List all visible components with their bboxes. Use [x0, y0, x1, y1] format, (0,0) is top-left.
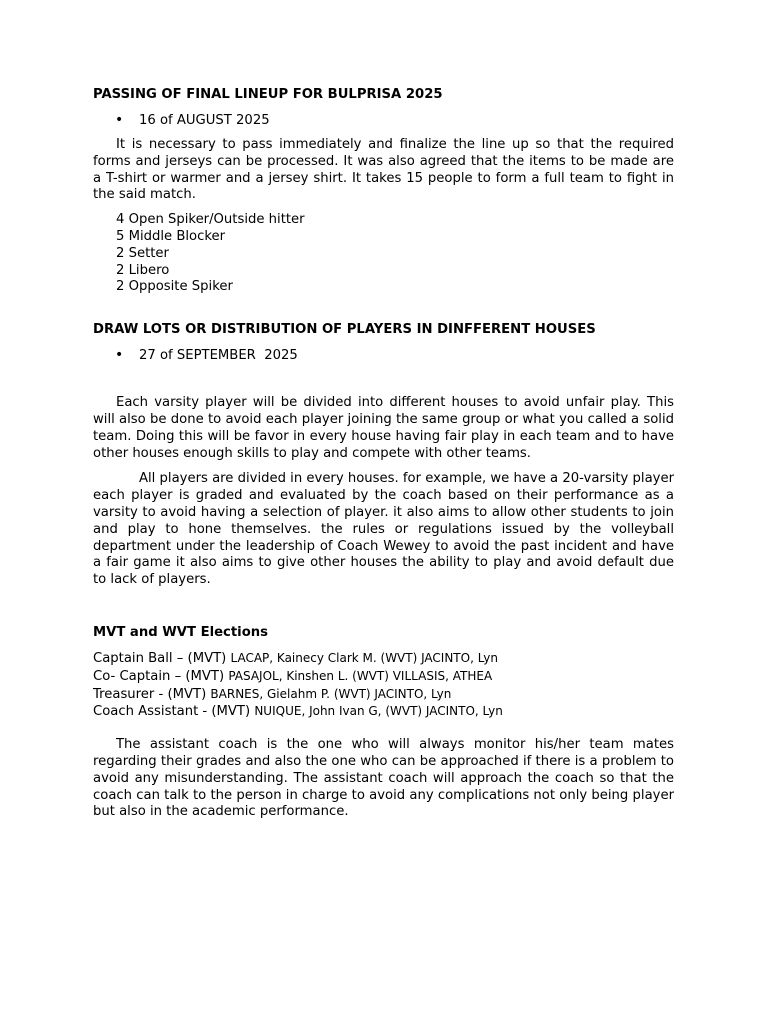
officer-row — [93, 703, 674, 721]
section-heading-final-lineup: PASSING OF FINAL LINEUP FOR BULPRISA 2025 — [93, 87, 443, 102]
list-item: 2 Opposite Spiker — [116, 279, 233, 295]
list-item: 4 Open Spiker/Outside hitter — [116, 212, 305, 228]
list-item: 2 Libero — [116, 262, 170, 278]
officer-names: NUIQUE, John Ivan G, (WVT) JACINTO, Lyn — [254, 704, 503, 719]
list-item: 5 Middle Blocker — [116, 228, 226, 244]
date-text: 27 of SEPTEMBER 2025 — [139, 348, 298, 364]
officer-row — [93, 668, 674, 686]
officer-row — [93, 650, 674, 668]
draw-lots-paragraph: Each varsity player will be divided into different houses to avoid unfair play. This will also be done to avoid each player joining the same group or what you called a solid team. Doing this will be favor in every house having fair play in each team and to have other houses enough skills to play and compete with other teams. — [93, 395, 674, 461]
list-item: 2 Setter — [116, 245, 169, 261]
officer-role: Captain Ball – (MVT) — [93, 650, 231, 666]
date-bullet — [93, 347, 674, 364]
section-heading-draw-lots: DRAW LOTS OR DISTRIBUTION OF PLAYERS IN DINFFERENT HOUSES — [93, 322, 596, 338]
officer-names: PASAJOL, Kinshen L. (WVT) VILLASIS, ATHEA — [228, 668, 493, 683]
positions-list — [93, 212, 674, 296]
distribution-paragraph: All players are divided in every houses. for example, we have a 20-varsity player each player is graded and evaluated by the coach based on their performance as a varsity to avoid having a selection of player. it also aims to allow other students to join and play to hone themselves. the rules or regulations issued by the volleyball department under the leadership of Coach Wewey to avoid the past incident and have a fair game it also aims to give other houses the ability to play and avoid default due to lack of players. — [93, 471, 674, 588]
section-heading-elections: MVT and WVT Elections — [93, 624, 268, 640]
bullet-icon: • — [115, 347, 124, 364]
lineup-paragraph: It is necessary to pass immediately and finalize the line up so that the required forms and jerseys can be processed. It was also agreed that the items to be made are a T-shirt or warmer and a jersey shirt. It takes 15 people to form a full team to fight in the said match. — [93, 137, 674, 203]
assistant-coach-paragraph: The assistant coach is the one who will always monitor his/her team mates regarding their grades and also the one who can be approached if there is a problem to avoid any misunderstanding. The assistant coach will approach the coach so that the coach can talk to the person in charge to avoid any complications not only being player but also in the academic performance. — [93, 737, 674, 820]
officer-role: Co- Captain – (MVT) — [93, 668, 229, 684]
bullet-icon: • — [115, 112, 124, 128]
date-text: 16 of AUGUST 2025 — [139, 113, 270, 128]
document-page — [93, 86, 674, 821]
officer-names: BARNES, Gielahm P. (WVT) JACINTO, Lyn — [210, 686, 452, 701]
officers-list — [93, 650, 674, 721]
officer-names: LACAP, Kainecy Clark M. (WVT) JACINTO, Lyn — [230, 650, 499, 665]
officer-role: Coach Assistant - (MVT) — [93, 704, 255, 720]
date-bullet — [93, 112, 674, 129]
officer-role: Treasurer - (MVT) — [93, 686, 211, 702]
officer-row — [93, 686, 674, 704]
